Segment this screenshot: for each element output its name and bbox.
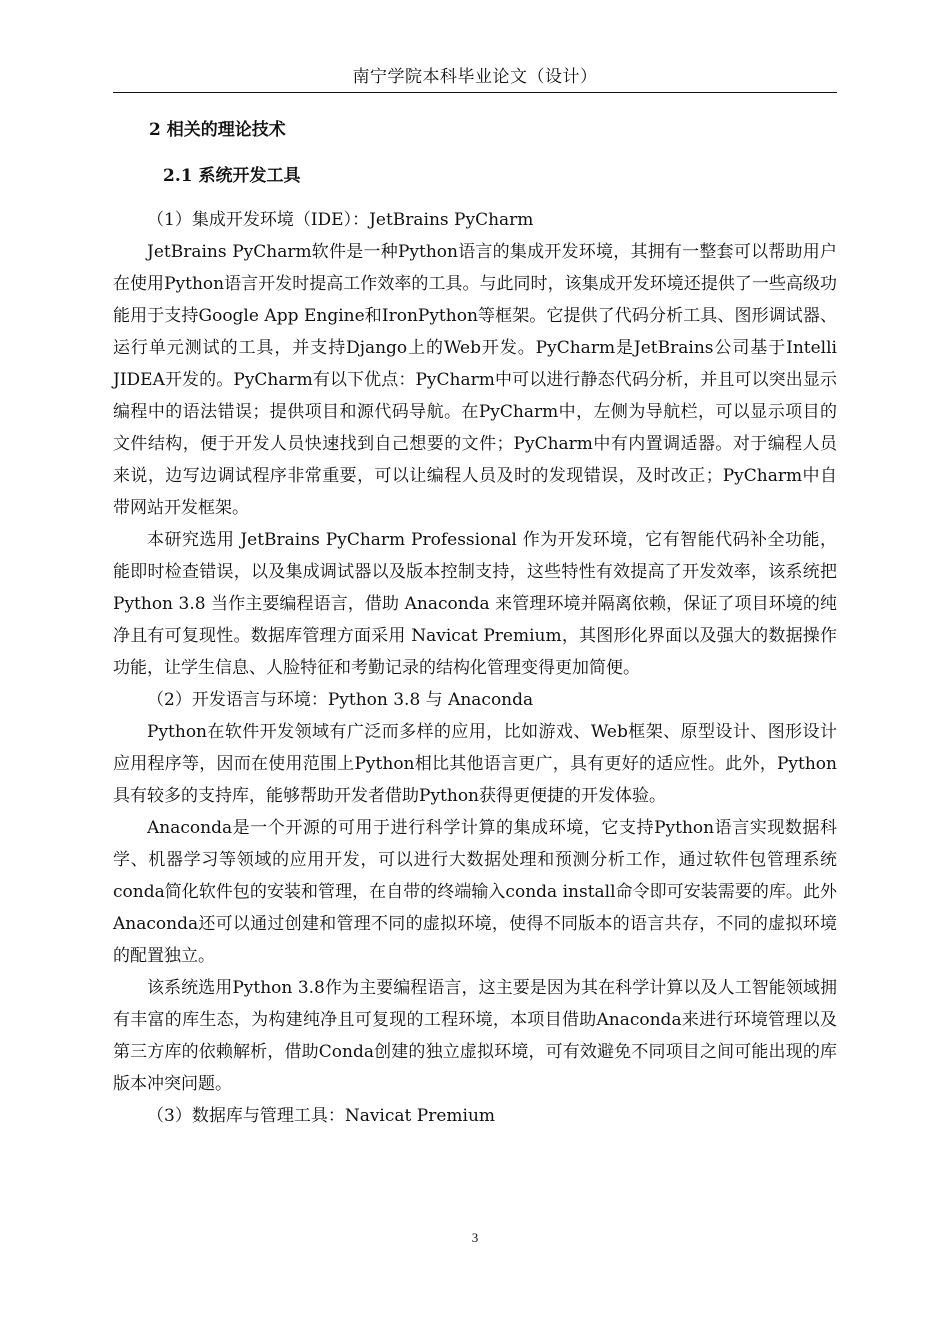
paragraph-python: Python在软件开发领域有广泛而多样的应用，比如游戏、Web框架、原型设计、图形设计应用程序等，因而在使用范围上Python相比其他语言更广，具有更好的适应性。此外，Python具有较多的支持库，能够帮助开发者借助Python获得更便捷的开发体验。 bbox=[113, 722, 837, 806]
header-rule bbox=[113, 92, 837, 93]
subsection-heading: 2.1 系统开发工具 bbox=[163, 166, 301, 186]
item-heading-language: （2）开发语言与环境：Python 3.8 与 Anaconda bbox=[147, 690, 534, 710]
page-number: 3 bbox=[471, 1230, 479, 1245]
item-heading-database: （3）数据库与管理工具：Navicat Premium bbox=[147, 1106, 496, 1126]
paragraph-python-choice: 该系统选用Python 3.8作为主要编程语言，这主要是因为其在科学计算以及人工智能领域拥有丰富的库生态，为构建纯净且可复现的工程环境，本项目借助Anaconda来进行环境管理以及第三方库的依赖解析，借助Conda创建的独立虚拟环境，可有效避免不同项目之间可能出现的库版本冲突问题。 bbox=[113, 978, 837, 1094]
paragraph-pycharm-choice: 本研究选用 JetBrains PyCharm Professional 作为开发环境，它有智能代码补全功能，能即时检查错误，以及集成调试器以及版本控制支持，这些特性有效提高了开发效率，该系统把 Python 3.8 当作主要编程语言，借助 Anaconda 来管理环境并隔离依赖，保证了项目环境的纯净且有可复现性。数据库管理方面采用 Navicat Premium，其图形化界面以及强大的数据操作功能，让学生信息、人脸特征和考勤记录的结构化管理变得更加简便。 bbox=[113, 530, 837, 678]
section-heading: 2 相关的理论技术 bbox=[149, 120, 286, 140]
paragraph-anaconda: Anaconda是一个开源的可用于进行科学计算的集成环境，它支持Python语言实现数据科学、机器学习等领域的应用开发，可以进行大数据处理和预测分析工作，通过软件包管理系统conda简化软件包的安装和管理，在自带的终端输入conda install命令即可安装需要的库。此外Anaconda还可以通过创建和管理不同的虚拟环境，使得不同版本的语言共存，不同的虚拟环境的配置独立。 bbox=[113, 818, 837, 966]
item-heading-ide: （1）集成开发环境（IDE）：JetBrains PyCharm bbox=[147, 210, 534, 230]
paragraph-pycharm-intro: JetBrains PyCharm软件是一种Python语言的集成开发环境，其拥有一整套可以帮助用户在使用Python语言开发时提高工作效率的工具。与此同时，该集成开发环境还提供了一些高级功能用于支持Google App Engine和IronPython等框架。它提供了代码分析工具、图形调试器、运行单元测试的工具，并支持Django上的Web开发。PyCharm是JetBrains公司基于Intelli JIDEA开发的。PyCharm有以下优点：PyCharm中可以进行静态代码分析，并且可以突出显示编程中的语法错误；提供项目和源代码导航。在PyCharm中，左侧为导航栏，可以显示项目的文件结构，便于开发人员快速找到自己想要的文件；PyCharm中有内置调适器。对于编程人员来说，边写边调试程序非常重要，可以让编程人员及时的发现错误，及时改正；PyCharm中自带网站开发框架。 bbox=[113, 242, 837, 518]
running-header: 南宁学院本科毕业论文（设计） bbox=[352, 67, 598, 87]
document-body bbox=[113, 114, 837, 1132]
